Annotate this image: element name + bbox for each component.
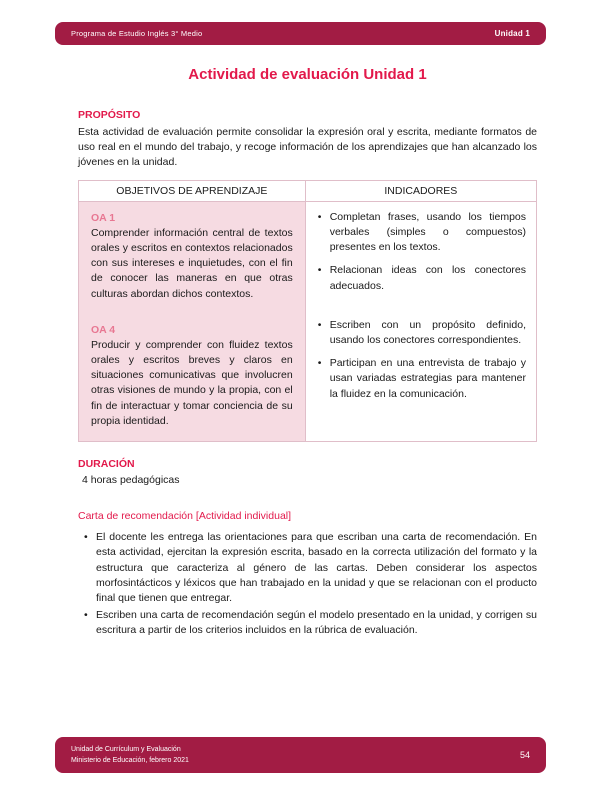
footer-line1: Unidad de Currículum y Evaluación (71, 745, 181, 753)
oa1-text: Comprender información central de textos orales y escritos en contextos relacionados con sus intereses e inquietudes, con el fin de conocer las maneras en que otras culturas abordan dichos contextos. (91, 226, 293, 300)
footer-line2: Ministerio de Educación, febrero 2021 (71, 757, 189, 764)
indicador-item: • Participan en una entrevista de trabajo y usan variadas estrategias para mantener la fluidez en la comunicación. (314, 356, 526, 402)
indicador-item: • Relacionan ideas con los conectores adecuados. (314, 263, 526, 293)
footer-credits (71, 744, 189, 766)
header-program-title: Programa de Estudio Inglés 3° Medio (71, 29, 203, 38)
page-header-bar (55, 22, 546, 45)
main-content (78, 58, 537, 641)
header-unit-label: Unidad 1 (494, 29, 530, 38)
column-header-indicadores: INDICADORES (305, 180, 536, 201)
indicador-item: • Completan frases, usando los tiempos verbales (simples o compuestos) presentes en los textos. (314, 210, 526, 256)
activity-bullet: • El docente les entrega las orientaciones para que escriban una carta de recomendación. En esta actividad, ejercitan la expresión escrita, basado en la correcta utilización del formato y la estructura que caracteriza al género de las cartas. Deben considerar los aspectos morfosintácticos y léxicos que han trabajado en la unidad y que se relacionan con el producto final que tienen que entregar. (78, 530, 537, 606)
page-footer-bar (55, 737, 546, 773)
table-header-row (79, 180, 537, 201)
activity-bullet-list (78, 530, 537, 639)
oa4-text: Producir y comprender con fluidez textos orales y escritos breves y claros en situaciones comunicativas que involucren otras visiones de mundo y la propia, con el fin de interactuar y tomar conciencia de su propia identidad. (91, 338, 293, 427)
indicadores-cell (305, 201, 536, 441)
objectives-indicators-table (78, 180, 537, 442)
proposito-heading: PROPÓSITO (78, 109, 141, 121)
activity-bullet: • Escriben una carta de recomendación según el modelo presentado en la unidad, y corrigen su escritura a partir de los criterios incluidos en la rúbrica de evaluación. (78, 608, 537, 638)
duracion-value: 4 horas pedagógicas (82, 474, 180, 487)
page-title: Actividad de evaluación Unidad 1 (188, 66, 427, 83)
column-header-objetivos: OBJETIVOS DE APRENDIZAJE (79, 180, 306, 201)
page-number: 54 (519, 750, 530, 760)
indicador-item: • Escriben con un propósito definido, usando los conectores correspondientes. (314, 318, 526, 348)
proposito-paragraph: Esta actividad de evaluación permite consolidar la expresión oral y escrita, mediante formatos de uso real en el mundo del trabajo, y recoge información de los aprendizajes que han alcanzado los jóvenes en la unidad. (78, 126, 537, 168)
oa1-label: OA 1 (91, 211, 116, 224)
duracion-heading: DURACIÓN (78, 458, 135, 471)
oa4-label: OA 4 (91, 323, 116, 336)
duracion-section (78, 458, 537, 486)
activity-heading: Carta de recomendación [Actividad individual] (78, 510, 292, 523)
objetivos-cell (79, 201, 306, 441)
indicadores-list (314, 210, 526, 402)
